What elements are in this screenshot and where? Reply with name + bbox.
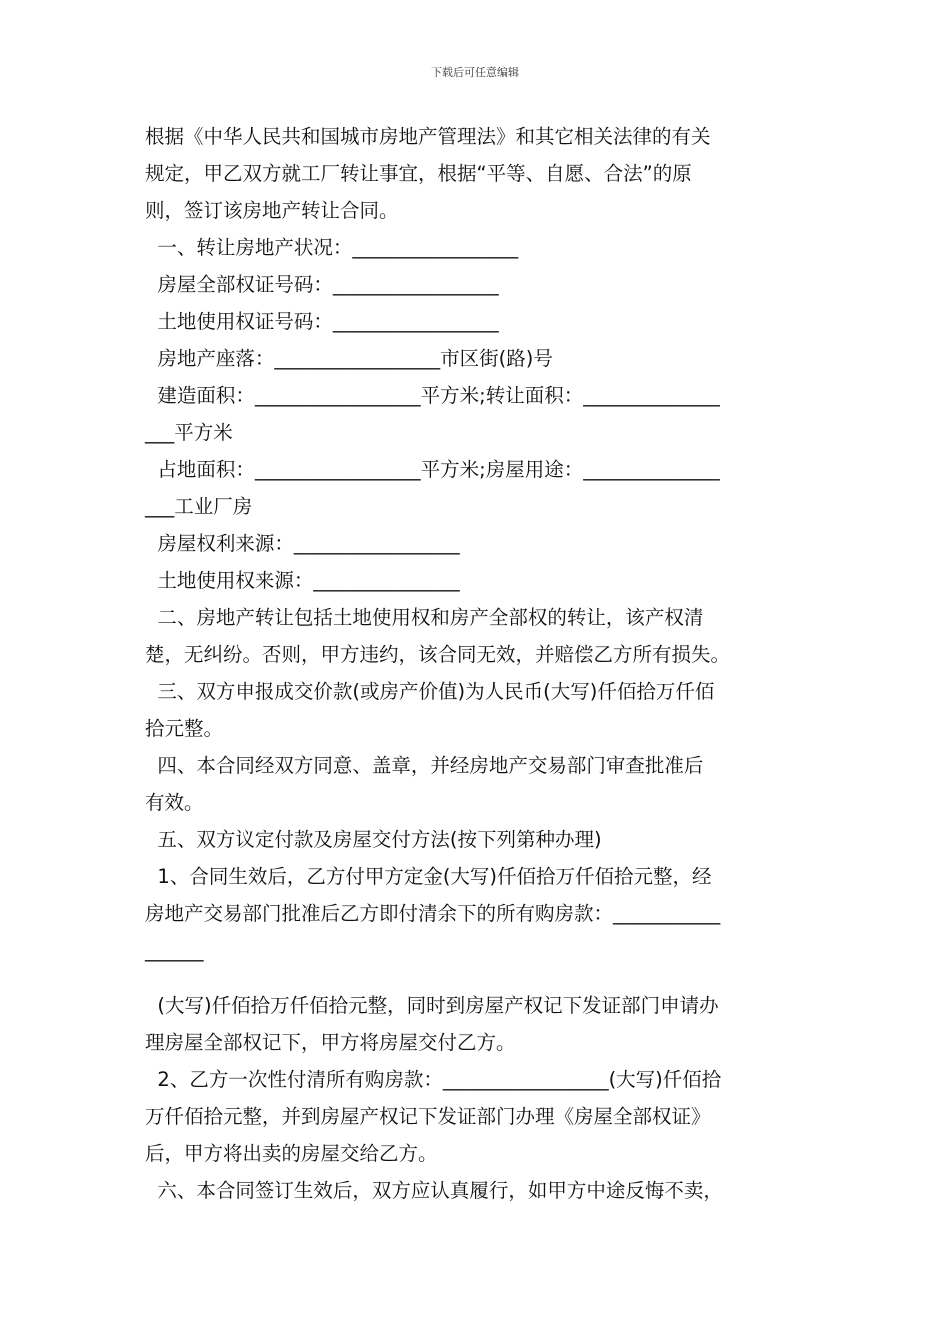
item-1-amount: (大写)仟佰拾万仟佰拾元整，同时到房屋产权记下发证部门申请办 — [145, 994, 719, 1017]
land-area-field: 占地面积：_________________平方米;房屋用途：______________ — [145, 458, 720, 481]
section-3: 三、双方申报成交价款(或房产价值)为人民币(大写)仟佰拾万仟佰 — [145, 680, 715, 703]
item-1: 1、合同生效后，乙方付甲方定金(大写)仟佰拾万仟佰拾元整，经 — [145, 865, 712, 888]
item-1-blank: ______ — [145, 939, 204, 962]
section-5: 五、双方议定付款及房屋交付方法(按下列第种办理) — [145, 828, 602, 851]
section-2-cont: 楚，无纠纷。否则，甲方违约，该合同无效，并赔偿乙方所有损失。 — [145, 643, 731, 666]
property-cert-field: 房屋全部权证号码：_________________ — [145, 273, 499, 296]
land-area-field-cont: ___工业厂房 — [145, 495, 253, 518]
section-2: 二、房地产转让包括土地使用权和房产全部权的转让，该产权清 — [145, 606, 704, 629]
section-6: 六、本合同签订生效后，双方应认真履行，如甲方中途反悔不卖， — [145, 1179, 723, 1202]
property-source-field: 房屋权利来源：_________________ — [145, 532, 460, 555]
section-4: 四、本合同经双方同意、盖章，并经房地产交易部门审查批准后 — [145, 754, 704, 777]
location-field: 房地产座落：_________________市区街(路)号 — [145, 347, 553, 370]
area-field: 建造面积：_________________平方米;转让面积：______________ — [145, 384, 720, 407]
paragraph-line: 根据《中华人民共和国城市房地产管理法》和其它相关法律的有关 — [145, 125, 711, 148]
section-3-cont: 拾元整。 — [145, 717, 224, 740]
contract-body — [145, 118, 810, 1209]
item-1-amount-cont: 理房屋全部权记下，甲方将房屋交付乙方。 — [145, 1031, 516, 1054]
item-2-cont2: 后，甲方将出卖的房屋交给乙方。 — [145, 1142, 438, 1165]
item-2: 2、乙方一次性付清所有购房款：_________________(大写)仟佰拾 — [145, 1068, 722, 1091]
section-4-cont: 有效。 — [145, 791, 204, 814]
section-1-title: 一、转让房地产状况：_________________ — [145, 236, 519, 259]
area-field-cont: ___平方米 — [145, 421, 233, 444]
page-header: 下载后可任意编辑 — [431, 66, 519, 79]
land-cert-field: 土地使用权证号码：_________________ — [145, 310, 499, 333]
land-source-field: 土地使用权来源：_______________ — [145, 569, 460, 592]
paragraph-line: 则，签订该房地产转让合同。 — [145, 199, 399, 222]
item-2-cont: 万仟佰拾元整，并到房屋产权记下发证部门办理《房屋全部权证》 — [145, 1105, 711, 1128]
paragraph-gap — [145, 969, 810, 987]
paragraph-line: 规定，甲乙双方就工厂转让事宜，根据“平等、自愿、合法”的原 — [145, 162, 692, 185]
item-1-cont: 房地产交易部门批准后乙方即付清余下的所有购房款：___________ — [145, 902, 721, 925]
